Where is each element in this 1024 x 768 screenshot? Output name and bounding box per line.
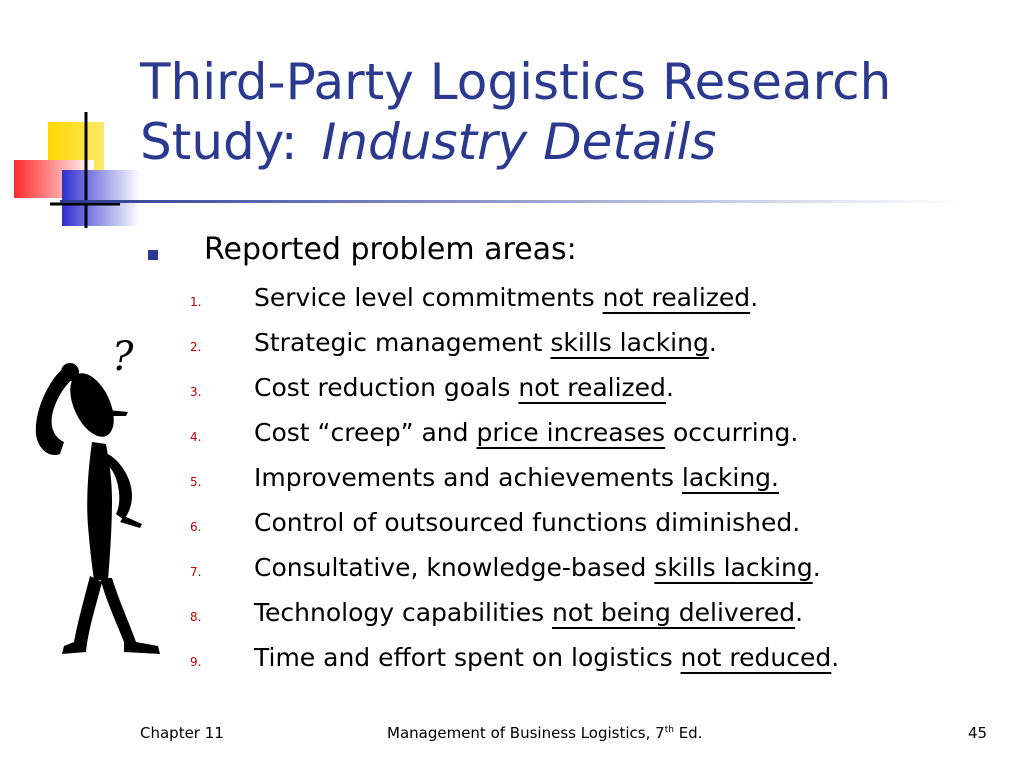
title-line-2 [140, 112, 891, 172]
item-number: 8. [190, 610, 202, 624]
decorative-logo [0, 0, 160, 240]
footer-title-suffix: Ed. [673, 724, 703, 742]
item-underlined: not reduced [680, 643, 832, 672]
item-suffix: . [665, 373, 674, 402]
item-suffix: . [795, 598, 804, 627]
item-underlined: skills lacking [654, 553, 813, 582]
item-text: Time and effort spent on logistics [254, 643, 681, 672]
item-suffix: occurring. [665, 418, 799, 447]
thinking-figure-illustration [20, 330, 170, 660]
item-number: 7. [190, 565, 202, 579]
item-underlined: lacking. [681, 463, 780, 492]
item-number: 2. [190, 340, 202, 354]
item-text: Technology capabilities [254, 598, 553, 627]
item-suffix: . [708, 328, 717, 357]
question-mark: ? [112, 334, 134, 380]
item-underlined: not realized [518, 373, 666, 402]
item-text: Strategic management [254, 328, 551, 357]
item-text: Cost reduction goals [254, 373, 519, 402]
bullet-text: Reported problem areas: [204, 232, 577, 267]
item-underlined: not realized [602, 283, 751, 312]
item-underlined: not being delivered [552, 598, 796, 627]
item-number: 4. [190, 430, 202, 444]
title-line-1: Third-Party Logistics Research [140, 53, 892, 111]
item-text: Consultative, knowledge-based [254, 553, 655, 582]
item-number: 5. [190, 475, 202, 489]
square-bullet-icon [148, 250, 158, 260]
footer-book-title [387, 724, 702, 742]
item-number: 3. [190, 385, 202, 399]
item-suffix: . [812, 553, 821, 582]
footer-page-number: 45 [968, 724, 988, 742]
item-number: 6. [190, 520, 202, 534]
item-underlined: price increases [476, 418, 666, 447]
item-text: Control of outsourced functions diminished. [254, 508, 801, 537]
item-text: Service level commitments [254, 283, 603, 312]
item-number: 1. [190, 295, 202, 309]
item-underlined: skills lacking [550, 328, 709, 357]
title-divider [60, 200, 960, 203]
item-suffix: . [831, 643, 840, 672]
item-text: Improvements and achievements [254, 463, 682, 492]
slide-title [140, 52, 891, 172]
item-number: 9. [190, 655, 202, 669]
footer-title-sup: th [664, 725, 674, 735]
title-plain: Study: [140, 113, 298, 171]
footer-chapter: Chapter 11 [140, 724, 224, 742]
footer-title-text: Management of Business Logistics, 7 [387, 724, 665, 742]
item-suffix: . [750, 283, 759, 312]
item-text: Cost “creep” and [254, 418, 477, 447]
title-italic: Industry Details [321, 113, 717, 171]
